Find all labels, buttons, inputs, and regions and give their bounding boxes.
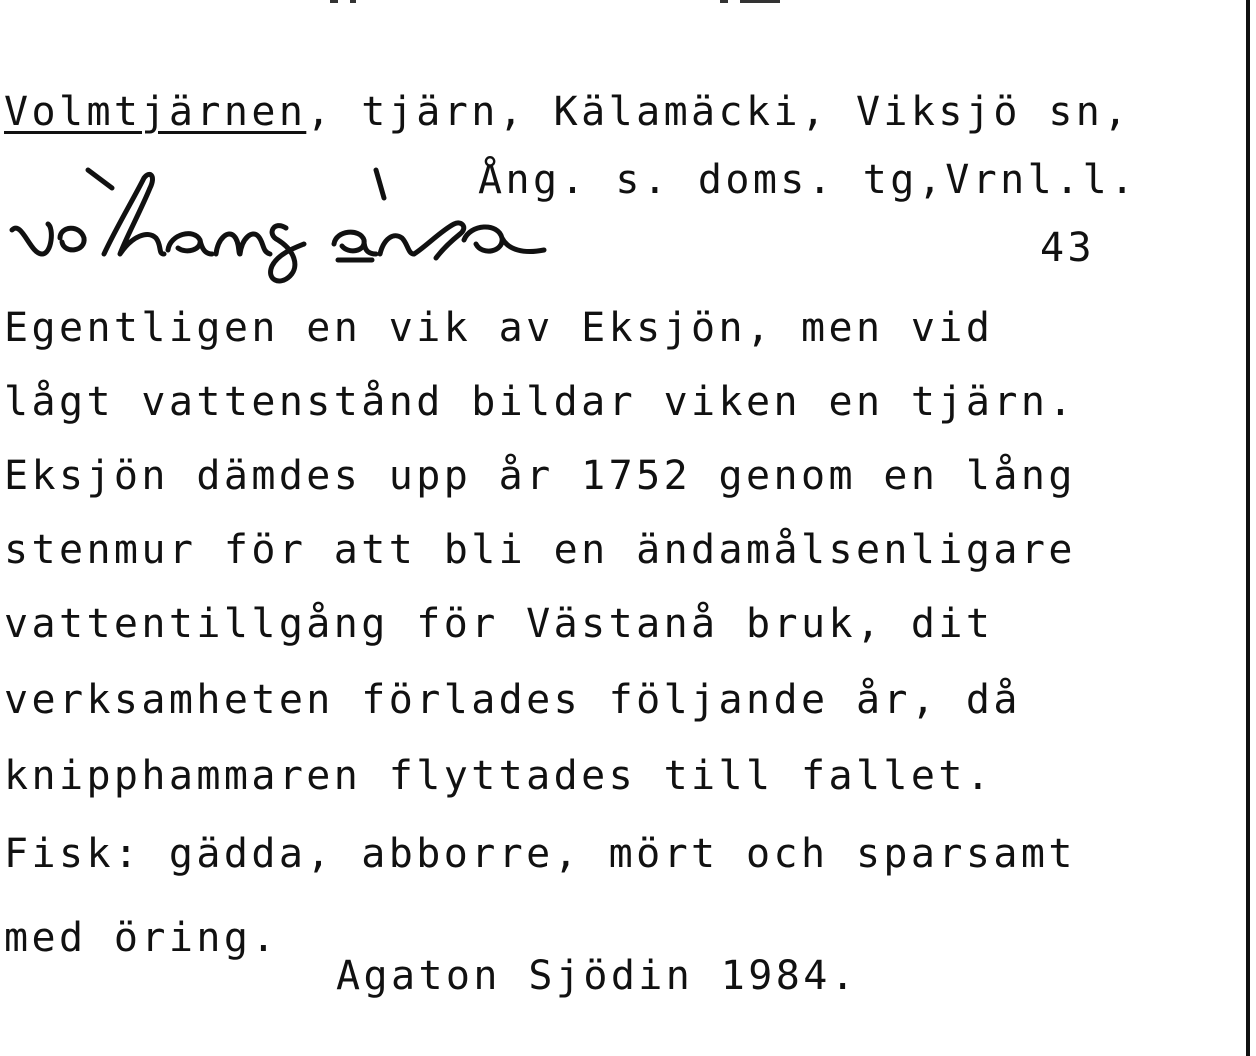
body-line-4: stenmur för att bli en ändamålsenligare [4,527,1076,573]
scan-artifact-marks [330,0,790,6]
signature: Agaton Sjödin 1984. [336,953,859,999]
body-line-6: verksamheten förlades följande år, då [4,677,1021,723]
map-number: 43 [1040,225,1095,271]
body-line-5: vattentillgång för Västanå bruk, dit [4,601,994,647]
handwriting-drawing [4,158,564,288]
headword: Volmtjärnen [4,89,307,135]
body-line-2: lågt vattenstånd bildar viken en tjärn. [4,379,1076,425]
heading-line [4,89,1131,135]
body-line-7: knipphammaren flyttades till fallet. [4,753,994,799]
source-reference: Ång. s. doms. tg,Vrnl.l. [478,157,1138,203]
heading-details: , tjärn, Kälamäcki, Viksjö sn, [306,89,1131,135]
card-edge [1246,0,1256,1056]
body-line-9: med öring. [4,915,279,961]
handwritten-pronunciation [4,158,564,288]
body-line-8: Fisk: gädda, abborre, mört och sparsamt [4,831,1076,877]
body-line-1: Egentligen en vik av Eksjön, men vid [4,305,994,351]
body-line-3: Eksjön dämdes upp år 1752 genom en lång [4,453,1076,499]
